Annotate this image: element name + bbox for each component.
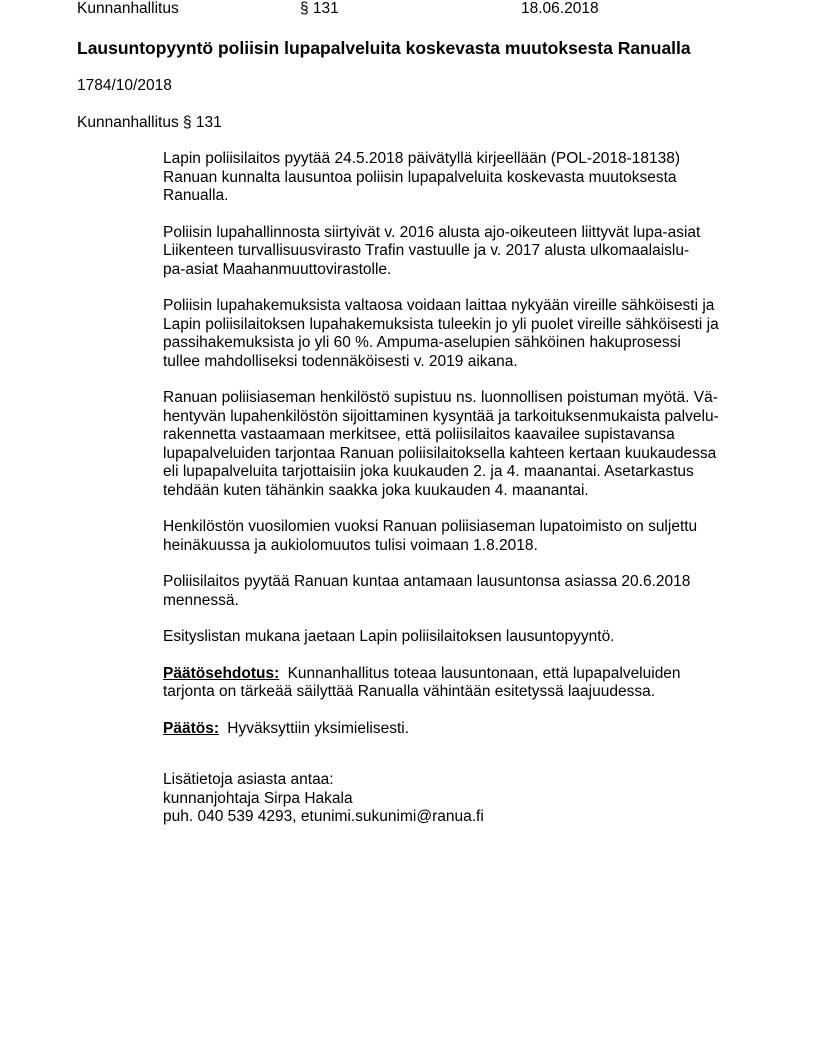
- paragraph-deadline: Poliisilaitos pyytää Ranuan kuntaa antamaan lausuntonsa asiassa 20.6.2018 mennessä.: [163, 573, 691, 609]
- header-body: Kunnanhallitus: [77, 0, 179, 17]
- header-section: § 131: [300, 0, 339, 17]
- proposal-text: Kunnanhallitus toteaa lausuntonaan, että lupapalveluiden tarjonta on tärkeää säilyttää Ranualla vähintään esitetyssä laajuudessa.: [163, 664, 681, 700]
- document-title: Lausuntopyyntö poliisin lupapalveluita koskevasta muutoksesta Ranualla: [77, 38, 691, 58]
- header-date: 18.06.2018: [521, 0, 599, 17]
- document-number: 1784/10/2018: [77, 77, 172, 94]
- proposal: [163, 665, 753, 702]
- page-header: [0, 0, 816, 19]
- paragraph-staffing: Ranuan poliisiaseman henkilöstö supistuu ns. luonnollisen poistuman myötä. Vä- hentyvän lupahenkilöstön sijoittaminen kysyntää ja tarkoituksenmukaista palvelu- rakennetta vastaamaan merkitsee, että poliisilaitos kaavailee supistavansa lupapalveluiden tarjontaa Ranuan poliisilaitoksella kahteen kertaan kuukaudessa eli lupapalveluita tarjottaisiin joka kuukauden 2. ja 4. maanantai. Asetarkastus tehdään kuten tähänkin saakka joka kuukauden 4. maanantai.: [163, 389, 719, 499]
- contact-intro: Lisätietoja asiasta antaa:: [163, 771, 334, 788]
- document-body: [163, 150, 753, 845]
- contact-person: kunnanjohtaja Sirpa Hakala: [163, 789, 353, 807]
- decision: [163, 720, 753, 739]
- decision-label: Päätös:: [163, 719, 219, 737]
- paragraph-holiday: Henkilöstön vuosilomien vuoksi Ranuan poliisiaseman lupatoimisto on suljettu heinäkuussa ja aukiolomuutos tulisi voimaan 1.8.2018.: [163, 518, 698, 554]
- section-reference: Kunnanhallitus § 131: [77, 114, 222, 131]
- decision-text: Hyväksyttiin yksimielisesti.: [223, 719, 410, 737]
- proposal-label: Päätösehdotus:: [163, 664, 280, 682]
- paragraph-attachment: Esityslistan mukana jaetaan Lapin poliisilaitoksen lausuntopyyntö.: [163, 628, 615, 645]
- paragraph-request: Lapin poliisilaitos pyytää 24.5.2018 päivätyllä kirjeellään (POL-2018-18138) Ranuan kunnalta lausuntoa poliisin lupapalveluita koskevasta muutoksesta Ranualla.: [163, 150, 680, 204]
- contact-info: [163, 771, 753, 827]
- paragraph-electronic: Poliisin lupahakemuksista valtaosa voidaan laittaa nykyään vireille sähköisesti ja Lapin poliisilaitoksen lupahakemuksista tuleekin jo yli puolet vireille sähköisesti ja passihakemuksista jo yli 60 %. Ampuma-aselupien sähköinen hakuprosessi tullee mahdolliseksi todennäköisesti v. 2019 aikana.: [163, 297, 719, 370]
- paragraph-history: Poliisin lupahallinnosta siirtyivät v. 2016 alusta ajo-oikeuteen liittyvät lupa-asiat Liikenteen turvallisuusvirasto Trafin vastuulle ja v. 2017 alusta ulkomaalaislu- pa-asiat Maahanmuuttovirastolle.: [163, 223, 701, 278]
- contact-details: puh. 040 539 4293, etunimi.sukunimi@ranua.fi: [163, 808, 484, 825]
